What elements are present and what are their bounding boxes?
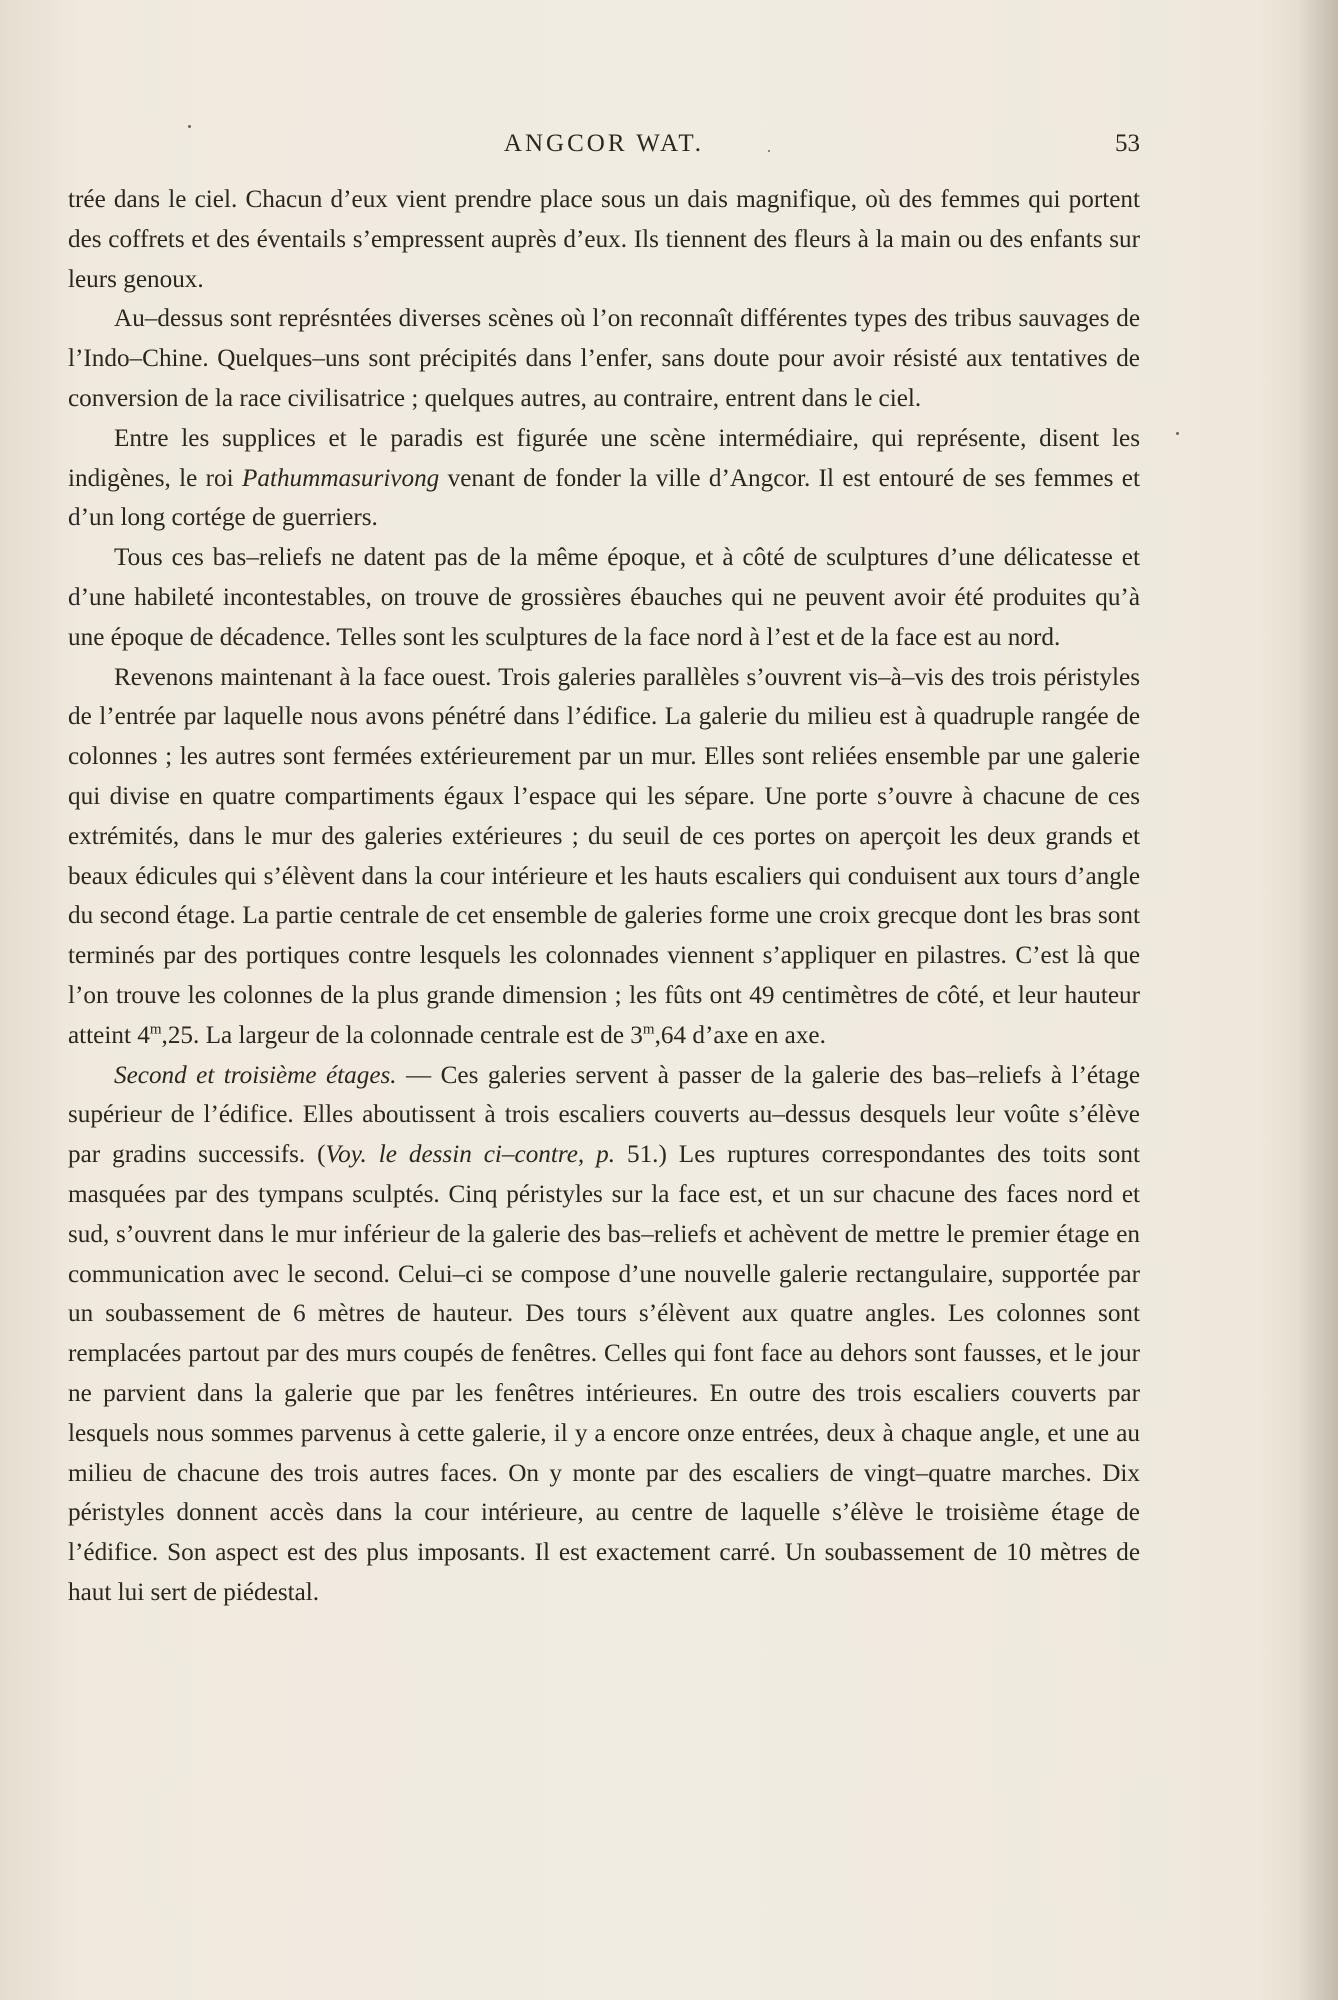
page-header [68,128,1140,164]
page-number: 53 [1115,130,1140,157]
paragraph [68,538,1140,657]
paragraph [68,658,1140,1056]
text-segment: ,64 d’axe en axe. [654,1021,826,1049]
text-segment: 51.) Les ruptures correspondantes des toits sont masquées par des tympans sculptés. Cinq péristyles sur la face est, et un sur chacune des faces nord et sud, s’ouvrent dans le mur inférieur de la galerie des bas–reliefs et achèvent de mettre le premier étage en communication avec le second. Celui–ci se compose d’une nouvelle galerie rectangulaire, supportée par un soubassement de 6 mètres de hauteur. Des tours s’élèvent aux quatre angles. Les colonnes sont remplacées partout par des murs coupés de fenêtres. Celles qui font face au dehors sont fausses, et le jour ne parvient dans la galerie que par les fenêtres intérieures. En outre des trois escaliers couverts par lesquels nous sommes parvenus à cette galerie, il y a encore onze entrées, deux à chaque angle, et une au milieu de chacune des trois autres faces. On y monte par des escaliers de vingt–quatre marches. Dix péristyles donnent accès dans la cour intérieure, au centre de laquelle s’élève le troisième étage de l’édifice. Son aspect est des plus imposants. Il est exactement carré. Un soubassement de 10 mètres de haut lui sert de piédestal. [68,1141,1140,1606]
text-segment: — Ces galeries servent à passer de la galerie des bas–reliefs à l’étage supérieur de l’édifice. Elles aboutissent à trois escaliers couverts au–dessus desquels leur voûte s’élève par gradins successifs. ( [68,1061,1140,1169]
paragraph [68,419,1140,538]
italic-text: Second et troisième étages. [114,1061,397,1089]
paragraph [68,180,1140,299]
running-title: ANGCOR WAT. [503,130,705,157]
paragraph [68,299,1140,418]
text-segment: Revenons maintenant à la face ouest. Trois galeries parallèles s’ouvrent vis–à–vis des trois péristyles de l’entrée par laquelle nous avons pénétré dans l’édifice. La galerie du milieu est à quadruple rangée de colonnes ; les autres sont fermées extérieurement par un mur. Elles sont reliées ensemble par une galerie qui divise en quatre compartiments égaux l’espace qui les sépare. Une porte s’ouvre à chacune de ces extrémités, dans le mur des galeries extérieures ; du seuil de ces portes on aperçoit les deux grands et beaux édicules qui s’élèvent dans la cour intérieure et les hauts escaliers qui conduisent aux tours d’angle du second étage. La partie centrale de cet ensemble de galeries forme une croix grecque dont les bras sont terminés par des portiques contre lesquels les colonnades viennent s’appliquer en pilastres. C’est là que l’on trouve les colonnes de la plus grande dimension ; les fûts ont 49 centimètres de côté, et leur hauteur atteint 4 [68,663,1140,1049]
italic-text: Voy. le dessin ci–contre, p. [325,1141,616,1169]
text-segment: Entre les supplices et le paradis est figurée une scène intermédiaire, qui représente, disent les indigènes, le roi [68,424,1140,492]
text-segment: venant de fonder la ville d’Angcor. Il est entouré de ses femmes et d’un long cortége de guerriers. [68,464,1140,532]
superscript-unit: m [149,1021,162,1038]
superscript-unit: m [642,1021,655,1038]
page-edge-shadow [1298,0,1338,2000]
paragraph [68,1056,1140,1613]
body-text [68,180,1140,1613]
text-segment: Tous ces bas–reliefs ne datent pas de la même époque, et à côté de sculptures d’une délicatesse et d’une habileté incontestables, on trouve de grossières ébauches qui ne peuvent avoir été produites qu’à une époque de décadence. Telles sont les sculptures de la face nord à l’est et de la face est au nord. [68,544,1140,651]
text-segment: ,25. La largeur de la colonnade centrale est de 3 [161,1021,643,1049]
paper-speck [1176,432,1179,435]
text-segment: trée dans le ciel. Chacun d’eux vient prendre place sous un dais magnifique, où des femmes qui portent des coffrets et des éventails s’empressent auprès d’eux. Ils tiennent des fleurs à la main ou des enfants sur leurs genoux. [68,186,1140,293]
text-segment: Au–dessus sont représntées diverses scènes où l’on reconnaît différentes types des tribus sauvages de l’Indo–Chine. Quelques–uns sont précipités dans l’enfer, sans doute pour avoir résisté aux tentatives de conversion de la race civilisatrice ; quelques autres, au contraire, entrent dans le ciel. [68,305,1140,412]
italic-text: Pathummasurivong [241,464,440,492]
